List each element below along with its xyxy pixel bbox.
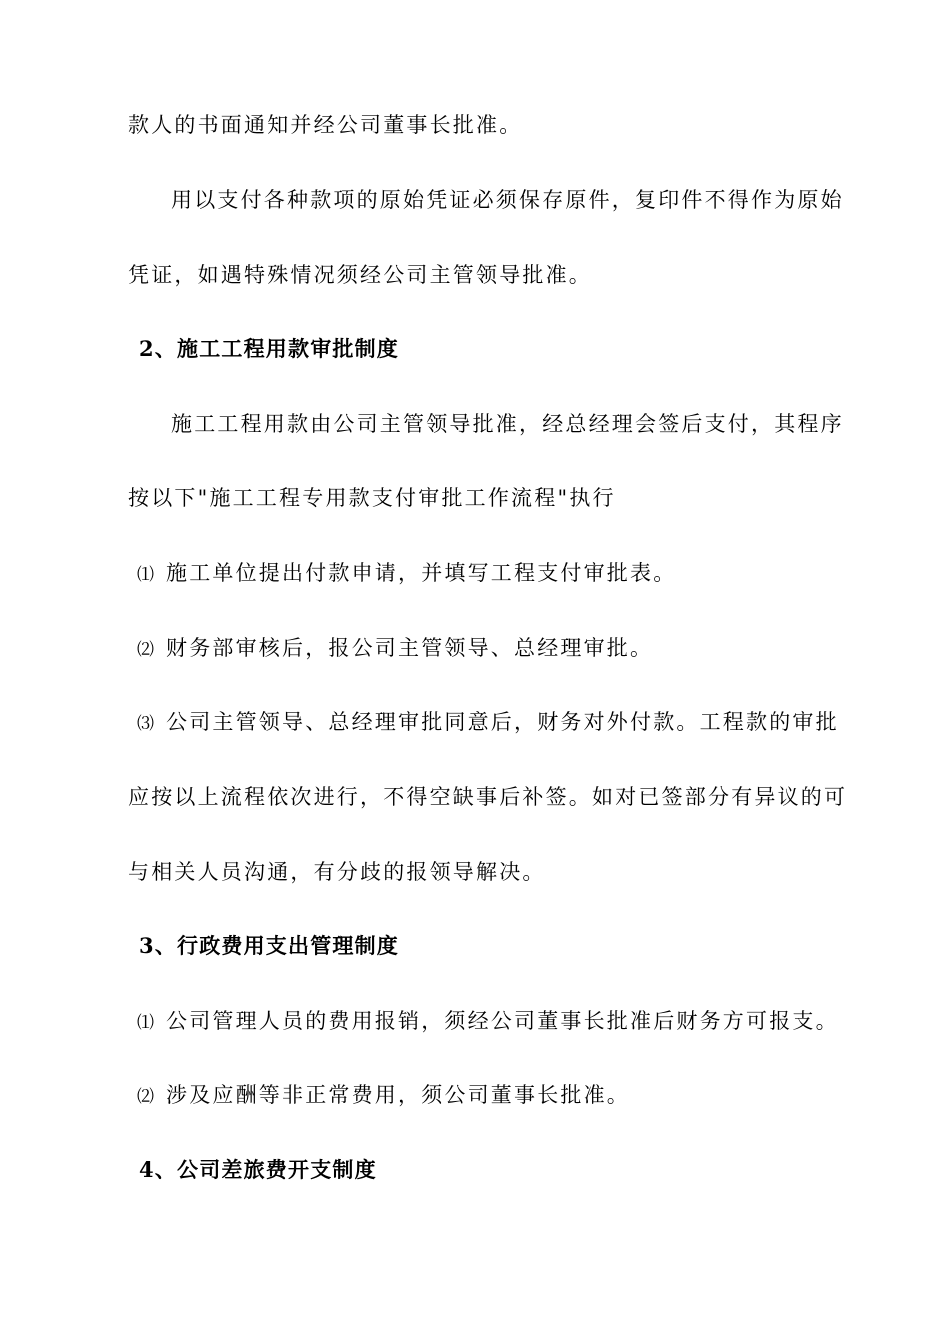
- list-item: [137, 707, 839, 739]
- list-item-number: ⑶: [137, 714, 154, 734]
- list-item-number: ⑵: [137, 640, 154, 660]
- paragraph-line: 凭证，如遇特殊情况须经公司主管领导批准。: [128, 263, 592, 287]
- paragraph-line: 施工工程用款由公司主管领导批准，经总经理会签后支付，其程序: [171, 412, 844, 436]
- paragraph-line: 与相关人员沟通，有分歧的报领导解决。: [128, 860, 546, 884]
- paragraph-line: 按以下"施工工程专用款支付审批工作流程"执行: [128, 486, 616, 510]
- list-item-number: ⑴: [137, 565, 154, 585]
- list-item-text: 施工单位提出付款申请，并填写工程支付审批表。: [166, 561, 677, 585]
- paragraph-line: 应按以上流程依次进行，不得空缺事后补签。如对已签部分有异议的可: [128, 785, 848, 809]
- list-item: [137, 1006, 839, 1038]
- list-item: [137, 558, 676, 590]
- list-item-text: 公司管理人员的费用报销，须经公司董事长批准后财务方可报支。: [166, 1009, 839, 1033]
- list-item-text: 涉及应酬等非正常费用，须公司董事长批准。: [166, 1083, 630, 1107]
- list-item-text: 公司主管领导、总经理审批同意后，财务对外付款。工程款的审批: [166, 710, 839, 734]
- list-item: [137, 1080, 630, 1112]
- list-item: [137, 633, 653, 665]
- list-item-text: 财务部审核后，报公司主管领导、总经理审批。: [166, 636, 654, 660]
- section-heading: 2、施工工程用款审批制度: [139, 336, 400, 361]
- list-item-number: ⑴: [137, 1013, 154, 1033]
- list-item-number: ⑵: [137, 1087, 154, 1107]
- paragraph-line: 用以支付各种款项的原始凭证必须保存原件，复印件不得作为原始: [171, 188, 844, 212]
- section-heading: 3、行政费用支出管理制度: [139, 933, 400, 958]
- section-heading: 4、公司差旅费开支制度: [139, 1157, 377, 1182]
- paragraph-line: 款人的书面通知并经公司董事长批准。: [128, 113, 523, 137]
